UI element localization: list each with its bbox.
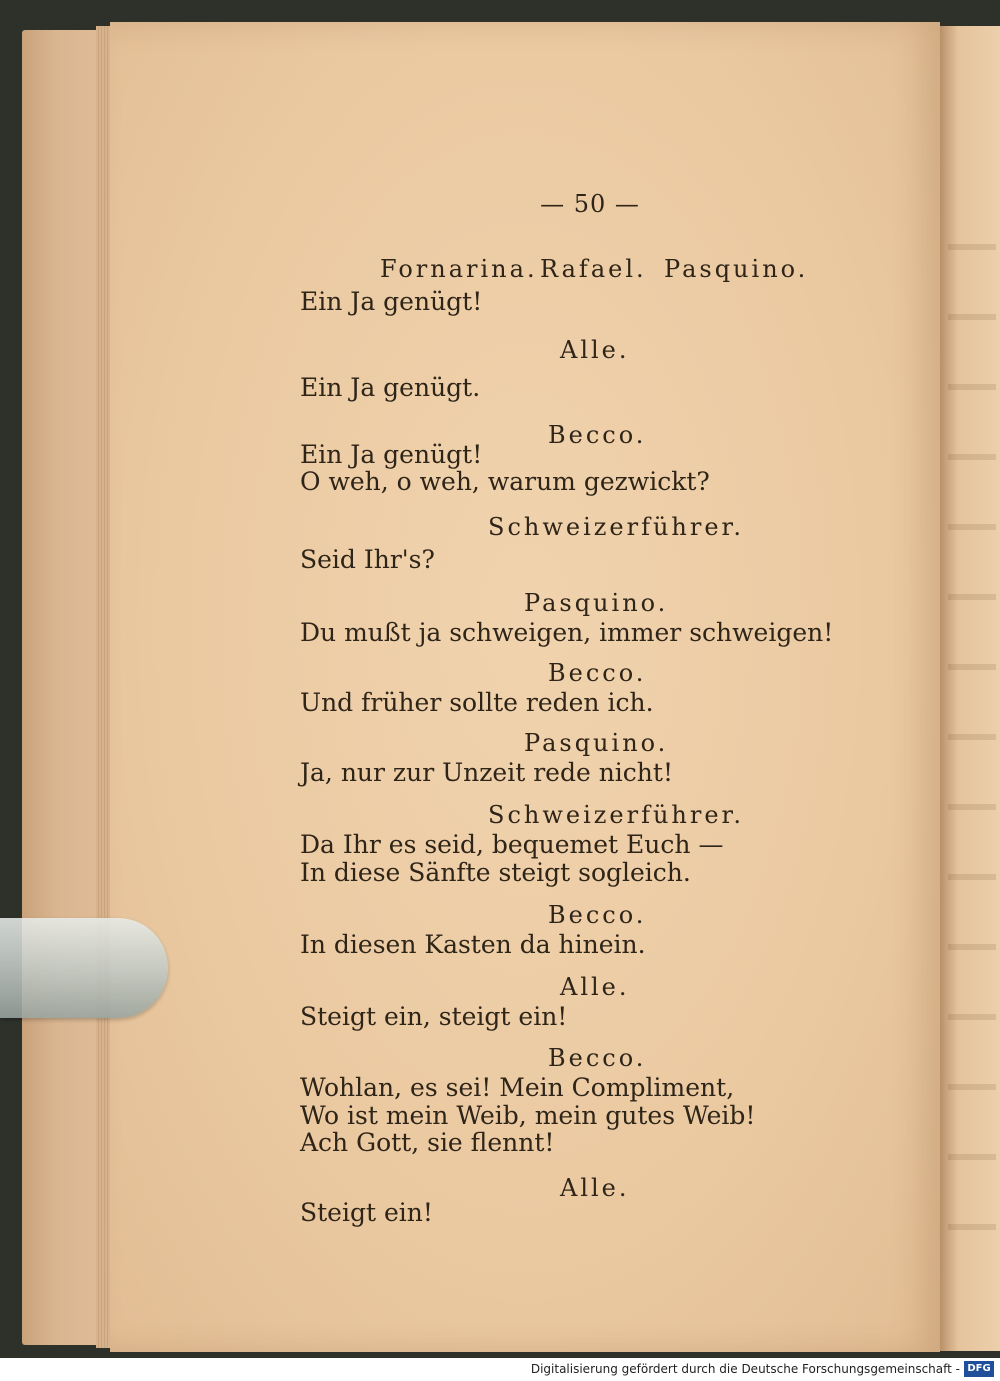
dialogue-line: Ein Ja genügt!	[300, 287, 483, 316]
speaker-pasquino: Pasquino.	[664, 255, 809, 283]
funding-credit: Digitalisierung gefördert durch die Deutsche Forschungsgemeinschaft -	[530, 1362, 960, 1376]
speaker-fornarina: Fornarina.	[380, 255, 538, 283]
dialogue-line: Ein Ja genügt!	[300, 440, 483, 469]
speaker-cue: Becco.	[548, 421, 647, 449]
page-number: — 50 —	[540, 190, 640, 218]
dialogue-line: Steigt ein, steigt ein!	[300, 1002, 568, 1031]
show-through-text	[948, 180, 996, 1280]
dialogue-line: Du mußt ja schweigen, immer schweigen!	[300, 618, 834, 647]
dialogue-line: Ach Gott, sie flennt!	[300, 1128, 555, 1157]
speaker-cue: Schweizerführer.	[488, 801, 745, 829]
left-page-edge	[22, 30, 106, 1345]
footer-bar	[0, 1358, 1000, 1381]
speaker-cue: Alle.	[560, 1174, 630, 1202]
dialogue-line: Ja, nur zur Unzeit rede nicht!	[300, 758, 673, 787]
speaker-cue: Becco.	[548, 659, 647, 687]
speaker-cue: Pasquino.	[524, 729, 669, 757]
dfg-logo: DFG	[964, 1361, 994, 1377]
speaker-cue: Schweizerführer.	[488, 513, 745, 541]
dialogue-line: Steigt ein!	[300, 1198, 433, 1227]
speaker-cue: Alle.	[560, 336, 630, 364]
page-holder-clip	[0, 918, 168, 1018]
dialogue-line: Da Ihr es seid, bequemet Euch —	[300, 830, 724, 859]
dialogue-line: Und früher sollte reden ich.	[300, 688, 654, 717]
dialogue-line: In diese Sänfte steigt sogleich.	[300, 858, 691, 887]
dialogue-line: Seid Ihr's?	[300, 545, 435, 574]
dialogue-line: Wohlan, es sei! Mein Compliment,	[300, 1073, 735, 1102]
dialogue-line: Ein Ja genügt.	[300, 373, 481, 402]
speaker-cue: Becco.	[548, 901, 647, 929]
speaker-cue: Pasquino.	[524, 589, 669, 617]
speaker-rafael: Rafael.	[540, 255, 647, 283]
speaker-cue: Becco.	[548, 1044, 647, 1072]
dialogue-line: In diesen Kasten da hinein.	[300, 930, 646, 959]
dialogue-line: Wo ist mein Weib, mein gutes Weib!	[300, 1101, 756, 1130]
speaker-cue: Alle.	[560, 973, 630, 1001]
dialogue-line: O weh, o weh, warum gezwickt?	[300, 467, 710, 496]
